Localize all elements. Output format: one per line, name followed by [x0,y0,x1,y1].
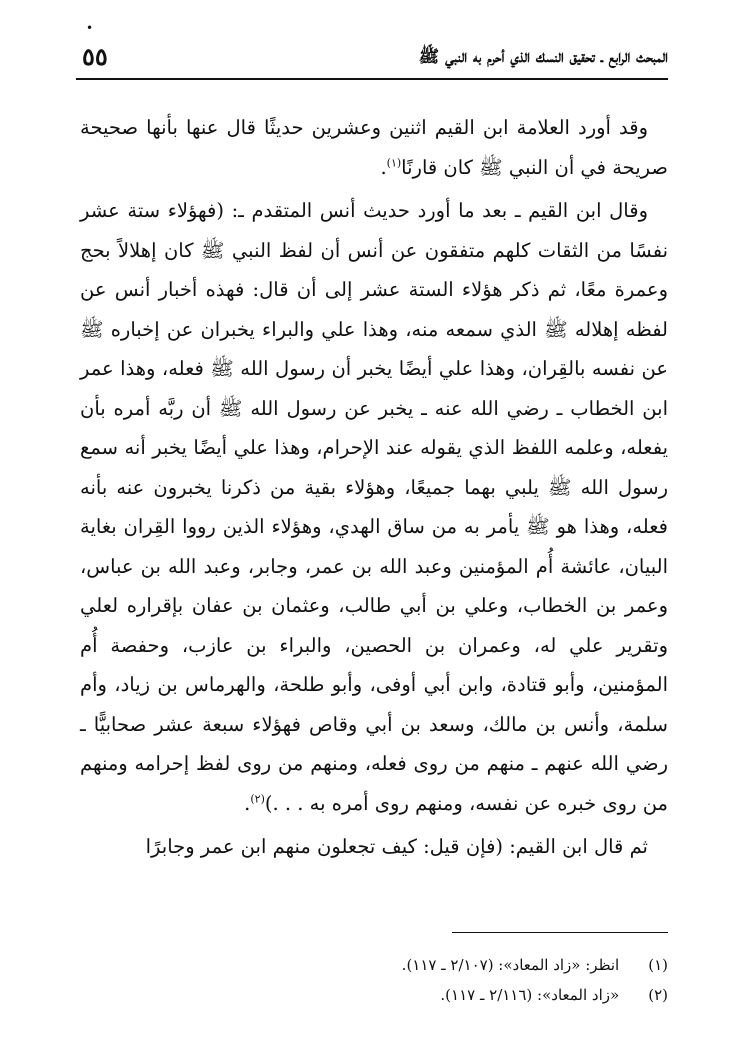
footnote-number: (١) [648,956,668,974]
end-mark: . [244,791,251,815]
footnote-1 [80,950,668,980]
footnote-text: «زاد المعاد»: (٢/١١٦ ـ ١١٧). [440,986,620,1004]
footnotes [80,950,668,1010]
paragraph-3 [80,827,668,867]
footnote-ref-2: (٢) [250,792,265,805]
footnote-text: انظر: «زاد المعاد»: (٢/١٠٧ ـ ١١٧). [401,956,620,974]
end-mark: . [380,155,387,179]
paragraph-1 [80,108,668,187]
paragraph-2 [80,191,668,823]
header-rule [76,78,668,80]
paragraph-text: وقال ابن القيم ـ بعد ما أورد حديث أنس المتقدم ـ: (فهؤلاء ستة عشر نفسًا من الثقات كلهم متفقون عن أنس أن لفظ النبي ﷺ كان إهلالاً بحج وعمرة معًا، ثم ذكر هؤلاء الستة عشر إلى أن قال: فهذه أخبار أنس عن لفظه إهلاله ﷺ الذي سمعه منه، وهذا علي والبراء يخبران عن إخباره ﷺ عن نفسه بالقِران، وهذا علي أيضًا يخبر أن رسول الله ﷺ فعله، وهذا عمر ابن الخطاب ـ رضي الله عنه ـ يخبر عن رسول الله ﷺ أن ربَّه أمره بأن يفعله، وعلمه اللفظ الذي يقوله عند الإحرام، وهذا علي أيضًا يخبر أنه سمع رسول الله ﷺ يلبي بهما جميعًا، وهؤلاء بقية من ذكرنا يخبرون عنه بأنه فعله، وهذا هو ﷺ يأمر به من ساق الهدي، وهؤلاء الذين رووا القِران بغاية البيان، عائشة أُم المؤمنين وعبد الله بن عمر، وجابر، وعبد الله بن عباس، وعمر بن الخطاب، وعلي بن أبي طالب، وعثمان بن عفان بإقراره لعلي وتقرير علي له، وعمران بن الحصين، والبراء بن عازب، وحفصة أُم المؤمنين، وأبو قتادة، وابن أبي أوفى، وأبو طلحة، والهرماس بن زياد، وأم سلمة، وأنس بن مالك، وسعد بن أبي وقاص فهؤلاء سبعة عشر صحابيًّا ـ رضي الله عنهم ـ منهم من روى فعله، ومنهم من روى لفظ إحرامه ومنهم من روى خبره عن نفسه، ومنهم روى أمره به . . .) [80,199,668,815]
running-head: المبحث الرابع ـ تحقيق النسك الذي أحرم به النبي ﷺ [418,47,668,67]
footnote-2 [80,980,668,1010]
paragraph-text: وقد أورد العلامة ابن القيم اثنين وعشرين حديثًا قال عنها بأنها صحيحة صريحة في أن النبي ﷺ كان قارنًا [80,116,668,179]
main-text [80,108,668,867]
footnote-ref-1: (١) [386,156,402,169]
page-header [76,40,668,80]
ornament-dot: • [86,21,94,35]
page-number: ٥٥ [82,42,108,71]
paragraph-text: ثم قال ابن القيم: (فإن قيل: كيف تجعلون منهم ابن عمر وجابرًا [145,835,648,858]
footnote-number: (٢) [648,986,668,1004]
footnote-separator [452,932,668,933]
